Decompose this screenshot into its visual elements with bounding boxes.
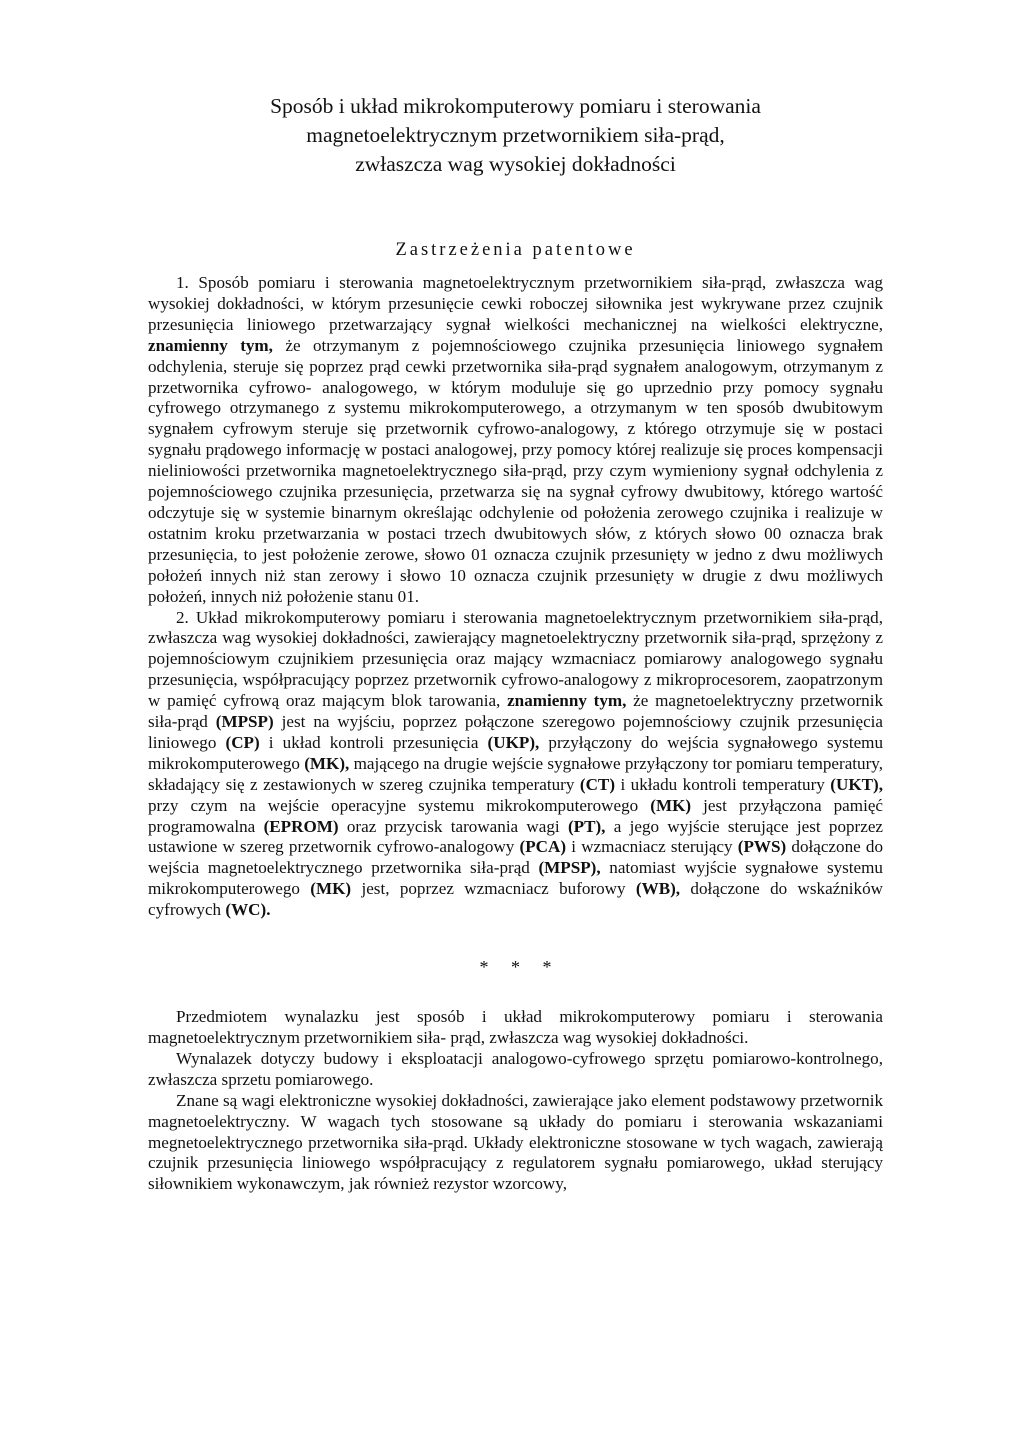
claim-text: a jego wyjście sterujące jest poprzez ustawione w szereg przetwornik cyfrowo-analogowy bbox=[148, 816, 883, 857]
claim-text: jest przyłączona pamięć programowalna bbox=[148, 795, 883, 836]
section-separator: * * * bbox=[479, 957, 552, 978]
claim-bold-term: (PWS) bbox=[737, 837, 787, 857]
title-line: zwłaszcza wag wysokiej dokładności bbox=[355, 152, 676, 176]
claim-bold-term: (EPROM) bbox=[263, 816, 339, 836]
claim-bold-term: (WB), bbox=[635, 879, 681, 899]
claim-text: przy czym na wejście operacyjne systemu mikrokomputerowego bbox=[148, 795, 651, 815]
claim-text: przyłączony do wejścia sygnałowego systemu mikrokomputerowego bbox=[148, 732, 884, 773]
claim-paragraph bbox=[148, 273, 883, 608]
claim-text: mającego na drugie wejście sygnałowe przyłączony tor pomiaru temperatury, składający się z zestawionych w szereg czujnika temperatury bbox=[148, 753, 883, 794]
claim-bold-term: (CT) bbox=[579, 774, 616, 794]
claim-bold-term: (MPSP), bbox=[538, 858, 601, 878]
claim-bold-term: (UKT), bbox=[830, 774, 883, 794]
claim-bold-term: znamienny tym, bbox=[507, 691, 627, 711]
claim-bold-term: znamienny tym, bbox=[148, 335, 273, 355]
description-paragraph: Znane są wagi elektroniczne wysokiej dokładności, zawierające jako element podstawowy przetwornik magnetoelektryczny. W wagach tych stosowane są układy do pomiaru i sterowania wskazaniami megnetoelektrycznego przetwornika siła-prąd. Układy elektroniczne stosowane w tych wagach, zawierają czujnik przesunięcia liniowego współpracujący z regulatorem sygnału pomiarowego, układ sterujący siłownikiem wykonawczym, jak również rezystor wzorcowy, bbox=[148, 1090, 883, 1194]
claim-bold-term: (PT), bbox=[567, 816, 606, 836]
claim-bold-term: (PCA) bbox=[519, 837, 567, 857]
claim-bold-term: (UKP), bbox=[487, 732, 540, 752]
description-section bbox=[148, 1007, 883, 1195]
claim-text: że otrzymanym z pojemnościowego czujnika przesunięcia liniowego sygnałem odchylenia, steruje się poprzez prąd cewki przetwornika siła-prąd sygnałem analogowym, otrzymanym z przetwornika cyfrowo- analogowego, w którym moduluje się go uprzednio przy pomocy sygnału cyfrowego otrzymanego z systemu mikrokomputerowego, a otrzymanym w ten sposób dwubitowym sygnałem cyfrowym steruje się przetwornik cyfrowo-analogowy, z którego otrzymuje się w postaci sygnału prądowego informację w postaci analogowej, przy pomocy której realizuje się proces kompensacji nieliniowości przetwornika magnetoelektrycznego siła-prąd, przy czym wymieniony sygnał odchylenia z pojemnościowego czujnika przesunięcia, przetwarza się na sygnał cyfrowy dwubitowy, którego wartość odczytuje się w systemie binarnym określając odchylenie od położenia zerowego czujnika i realizuje w ostatnim kroku przetwarzania w postaci trzech dwubitowych słów, z których słowo 00 oznacza brak przesunięcia, to jest położenie zerowe, słowo 01 oznacza czujnik przesunięty w jedno z dwu możliwych położeń innych niż stan zerowy i słowo 10 oznacza czujnik przesunięty w drugie z dwu możliwych położeń, innych niż położenie stanu 01. bbox=[148, 335, 883, 606]
claim-text: i układu kontroli temperatury bbox=[615, 774, 831, 794]
claim-text: dołączone do wejścia magnetoelektrycznego przetwornika siła-prąd bbox=[148, 837, 883, 878]
claim-bold-term: (MK) bbox=[310, 879, 352, 899]
claims-heading: Zastrzeżenia patentowe bbox=[395, 240, 636, 260]
claim-bold-term: (MPSP) bbox=[215, 712, 274, 732]
claim-text: 1. Sposób pomiaru i sterowania magnetoelektrycznym przetwornikiem siła-prąd, zwłaszcza wag wysokiej dokładności, w którym przesunięcie cewki roboczej siłownika jest wykrywane przez czujnik przesunięcia liniowego przetwarzający sygnał wielkości mechanicznej na wielkości elektryczne, bbox=[148, 273, 883, 334]
claim-text: jest, poprzez wzmacniacz buforowy bbox=[351, 879, 636, 899]
claim-text: dołączone do wskaźników cyfrowych bbox=[148, 879, 883, 920]
claims-section bbox=[148, 273, 883, 921]
claim-text: i układ kontroli przesunięcia bbox=[259, 732, 488, 752]
claim-text: natomiast wyjście sygnałowe systemu mikrokomputerowego bbox=[148, 858, 883, 899]
claim-bold-term: (MK) bbox=[650, 795, 692, 815]
description-paragraph: Wynalazek dotyczy budowy i eksploatacji analogowo-cyfrowego sprzętu pomiarowo-kontrolnego, zwłaszcza sprzetu pomiarowego. bbox=[148, 1048, 883, 1089]
document-title bbox=[148, 92, 883, 179]
description-paragraph: Przedmiotem wynalazku jest sposób i układ mikrokomputerowy pomiaru i sterowania magnetoelektrycznym przetwornikiem siła- prąd, zwłaszcza wag wysokiej dokładności. bbox=[148, 1007, 883, 1047]
claim-text: że magnetoelektryczny przetwornik siła-prąd bbox=[148, 691, 884, 732]
document-page bbox=[148, 92, 883, 1195]
claim-text: jest na wyjściu, poprzez połączone szeregowo pojemnościowy czujnik przesunięcia liniowego bbox=[148, 712, 884, 752]
claim-paragraph bbox=[148, 608, 883, 922]
claim-text: i wzmacniacz sterujący bbox=[566, 837, 738, 857]
claim-bold-term: (CP) bbox=[225, 732, 260, 752]
title-line: Sposób i układ mikrokomputerowy pomiaru i sterowania bbox=[270, 94, 761, 118]
title-line: magnetoelektrycznym przetwornikiem siła-prąd, bbox=[306, 123, 725, 147]
claim-text: oraz przycisk tarowania wagi bbox=[338, 816, 568, 836]
claim-bold-term: (MK), bbox=[304, 753, 350, 773]
claim-bold-term: (WC). bbox=[225, 900, 271, 920]
claim-text: 2. Układ mikrokomputerowy pomiaru i sterowania magnetoelektrycznym przetwornikiem siła-prąd, zwłaszcza wag wysokiej dokładności, zawierający magnetoelektryczny przetwornik siła-prąd, sprzężony z pojemnościowym czujnikiem przesunięcia oraz mający wzmacniacz pomiarowy analogowego sygnału przesunięcia, współpracujący poprzez przetwornik cyfrowo-analogowy z mikroprocesorem, zaopatrzonym w pamięć cyfrową oraz mającym blok tarowania, bbox=[148, 607, 883, 711]
